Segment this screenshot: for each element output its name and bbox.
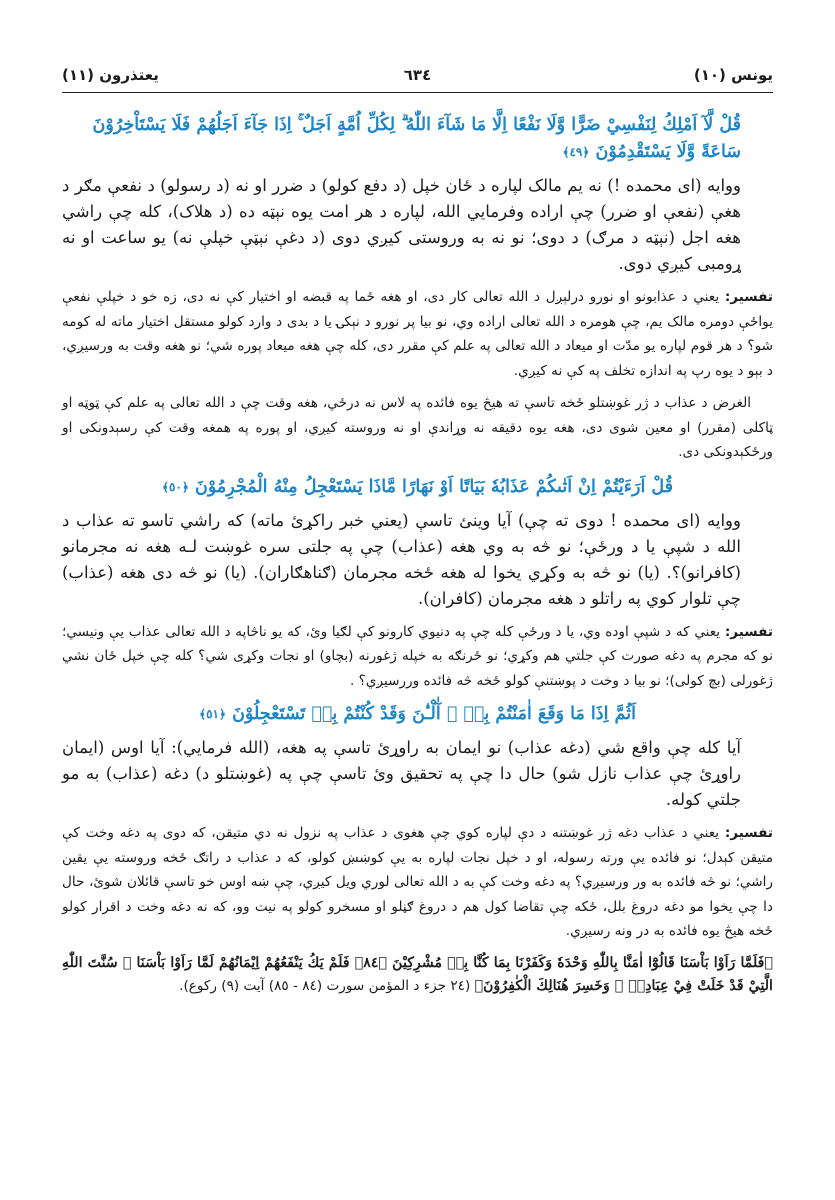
ayah-number-marker: ﴿٥٠﴾ [161, 479, 189, 494]
verse-text: قُلْ لَّآ اَمْلِكُ لِنَفْسِيْ ضَرًّا وَّلَا نَفْعًا اِلَّا مَا شَآءَ اللّٰهُ ۗ لِكُلِّ اُمَّةٍ اَجَلٌ ۚ اِذَا جَآءَ اَجَلُهُمْ فَلَا يَسْتَاْخِرُوْنَ سَاعَةً وَّلَا يَسْتَقْدِمُوْنَ [92, 115, 741, 162]
page-content [62, 112, 773, 998]
verse-reference: (٢٤ جزء د المؤمن سورت (٨٤ - ٨٥) آيت (٩) رکوع). [179, 977, 471, 994]
tafsir-49 [62, 285, 773, 383]
verse-51 [62, 701, 773, 728]
verse-49 [62, 112, 773, 166]
ayah-number-marker: ﴿٤٩﴾ [562, 145, 590, 159]
tafsir-text: يعني که د شپې اوده وي، يا د ورځې کله چې په دنيوي کارونو کې لګيا وئ، که يو ناڅاپه د الله تعالى عذاب يې ونيسي؛ نو که مجرم په دغه صورت کې جلتي هم وکړي؛ نو ځرنګه به خپله ژغورنه (بچاو) او نجات وکړى شي؟ کله چې خپل ځان نشي ژغورلى (بچ کولى)؛ نو بيا د وخت د پوښتنې کولو ځخه څه فائده وررسيږي؟ . [62, 623, 773, 689]
quoted-verse: ﴿فَلَمَّا رَاَوْا بَاْسَنَا قَالُوْٓا اٰمَنَّا بِاللّٰهِ وَحْدَهٗ وَكَفَرْنَا بِمَا كُنَّا بِهٖ مُشْرِكِيْنَ ﴿٨٤﴾ فَلَمْ يَكُ يَنْفَعُهُمْ اِيْمَانُهُمْ لَمَّا رَاَوْا بَاْسَنَا ۗ سُنَّتَ اللّٰهِ الَّتِيْ قَدْ خَلَتْ فِيْ عِبَادِهٖ ۚ وَخَسِرَ هُنَالِكَ الْكٰفِرُوْنَ﴾ [62, 954, 773, 994]
page-header [62, 64, 773, 93]
ayah-number-marker: ﴿٥١﴾ [199, 707, 227, 721]
header-page-number: ٦٣٤ [403, 66, 432, 84]
header-surah-name: يونس (١٠) [693, 66, 773, 84]
closing-quote [62, 952, 773, 998]
tafsir-label: تفسير: [724, 825, 773, 841]
translation-51: آيا کله چې واقع شي (دغه عذاب) نو ايمان به راوړئ تاسې په هغه، (الله فرمايي): آيا اوس (ايمان راوړئ چې عذاب نازل شو) حال دا چې په تحقيق وئ تاسې چې په (غوښتلو د) دغه (عذاب) به مو جلتي کوله. [62, 738, 741, 809]
header-juz-name: يعتذرون (١١) [62, 66, 159, 84]
translation-49: ووايه (اى محمده !) نه يم مالک لپاره د ځان خپل (د دفع کولو) د ضرر او نه (د رسولو) د نفعې مګر د هغې (نفعې او ضرر) چې اراده وفرمايي الله، لپاره د هر امت يوه نېټه ده (د هلاک)، کله چې راشي هغه اجل (نېټه د مرګ) د دوی؛ نو نه به وروستى کيږي دوی (د دغې نېټې خپلې نه) يو ساعت او نه ړومبى کيږي دوی. [62, 176, 741, 273]
tafsir-49-paragraph: الغرض د عذاب د ژر غوښتلو ځخه تاسې ته هيڅ يوه فائده په لاس نه درځي، هغه وقت چې د الله تعالى په علم کې ټوټه او ټاکلى (مقرر) او معين شوى دى، هغه يوه دقيقه نه وړاندې او نه وروسته کيږي، او پوره په همغه وقت کې رسېدونکى او ورځکېدونکى دى. [62, 395, 773, 460]
verse-text: اَثُمَّ اِذَا مَا وَقَعَ اٰمَنْتُمْ بِهٖ ۗ آٰلْـٰٔنَ وَقَدْ كُنْتُمْ بِهٖ تَسْتَعْجِلُوْنَ [232, 704, 636, 724]
tafsir-50 [62, 620, 773, 694]
tafsir-label: تفسير: [724, 289, 773, 305]
tafsir-label: تفسير: [724, 623, 773, 640]
tafsir-text: يعني د عذابونو او نورو درلېږل د الله تعالى کار دى، او هغه ځما په قبضه او اختيار کې نه دى، زه خو د خپلې نفعې يواځې دومره مالک يم، چې هومره د الله تعالى اراده وي، نو بيا پر نورو د نېکۍ يا د بدى د وارد کولو مستقل اختيار ماته له کومه شو؟ د هر قوم لپاره يو مدّت او ميعاد د الله تعالى په علم کې مقرر دى، کله چې هغه ميعاد پوره شي؛ نو هغه وقت به ورسيږي، د بېو د يوه رپ په اندازه تخلف په کې نه کيږي. [62, 289, 773, 379]
translation-50: ووايه (اى محمده ! دوى ته چې) آيا وينئ تاسې (يعني خبر راکړئ ماته) که راشي تاسو ته عذاب د الله د شپې يا د ورځې؛ نو څه به وي هغه (عذاب) چې په جلتى سره غوښت لـه هغه نه مجرمانو (کافرانو)؟. (يا) نو څه به وکړي يخوا له هغه ځخه مجرمان (ګناهګاران). (يا) نو څه دى هغه (عذاب) چې تلوار کوي په راتلو د هغه مجرمان (کافران). [62, 510, 741, 608]
tafsir-text: يعني د عذاب دغه ژر غوښتنه د دې لپاره کوي چې هغوى د عذاب په نزول نه دي متيقن، که دوى په دغه وخت کې متيقن کېدل؛ نو فائده يې ورته رسوله، او د خپل نجات لپاره به يې کوښښ کولو، که د عذاب د راتګ ځخه وروسته يې يقين راشي؛ نو څه فائده به ور ورسيږي؟ په دغه وخت کې به د الله تعالى لوري ويل کيږي، چې ښه اوس خو تاسې قائلان شوئ، حال دا چې يخوا مو دغه دروغ بلل، ځکه چې تقاضا کول هم د دروغ ګڼلو او مسخرو کولو په نيت وو، که نه دغه وخت د اقرار کولو ځخه هيڅ يوه فائده به در ونه رسيږي. [62, 825, 773, 939]
verse-text: قُلْ اَرَءَيْتُمْ اِنْ اَتٰىكُمْ عَذَابُهٗ بَيَاتًا اَوْ نَهَارًا مَّاذَا يَسْتَعْجِلُ مِنْهُ الْمُجْرِمُوْنَ [195, 476, 674, 497]
verse-50 [62, 474, 773, 501]
tafsir-51 [62, 821, 773, 944]
